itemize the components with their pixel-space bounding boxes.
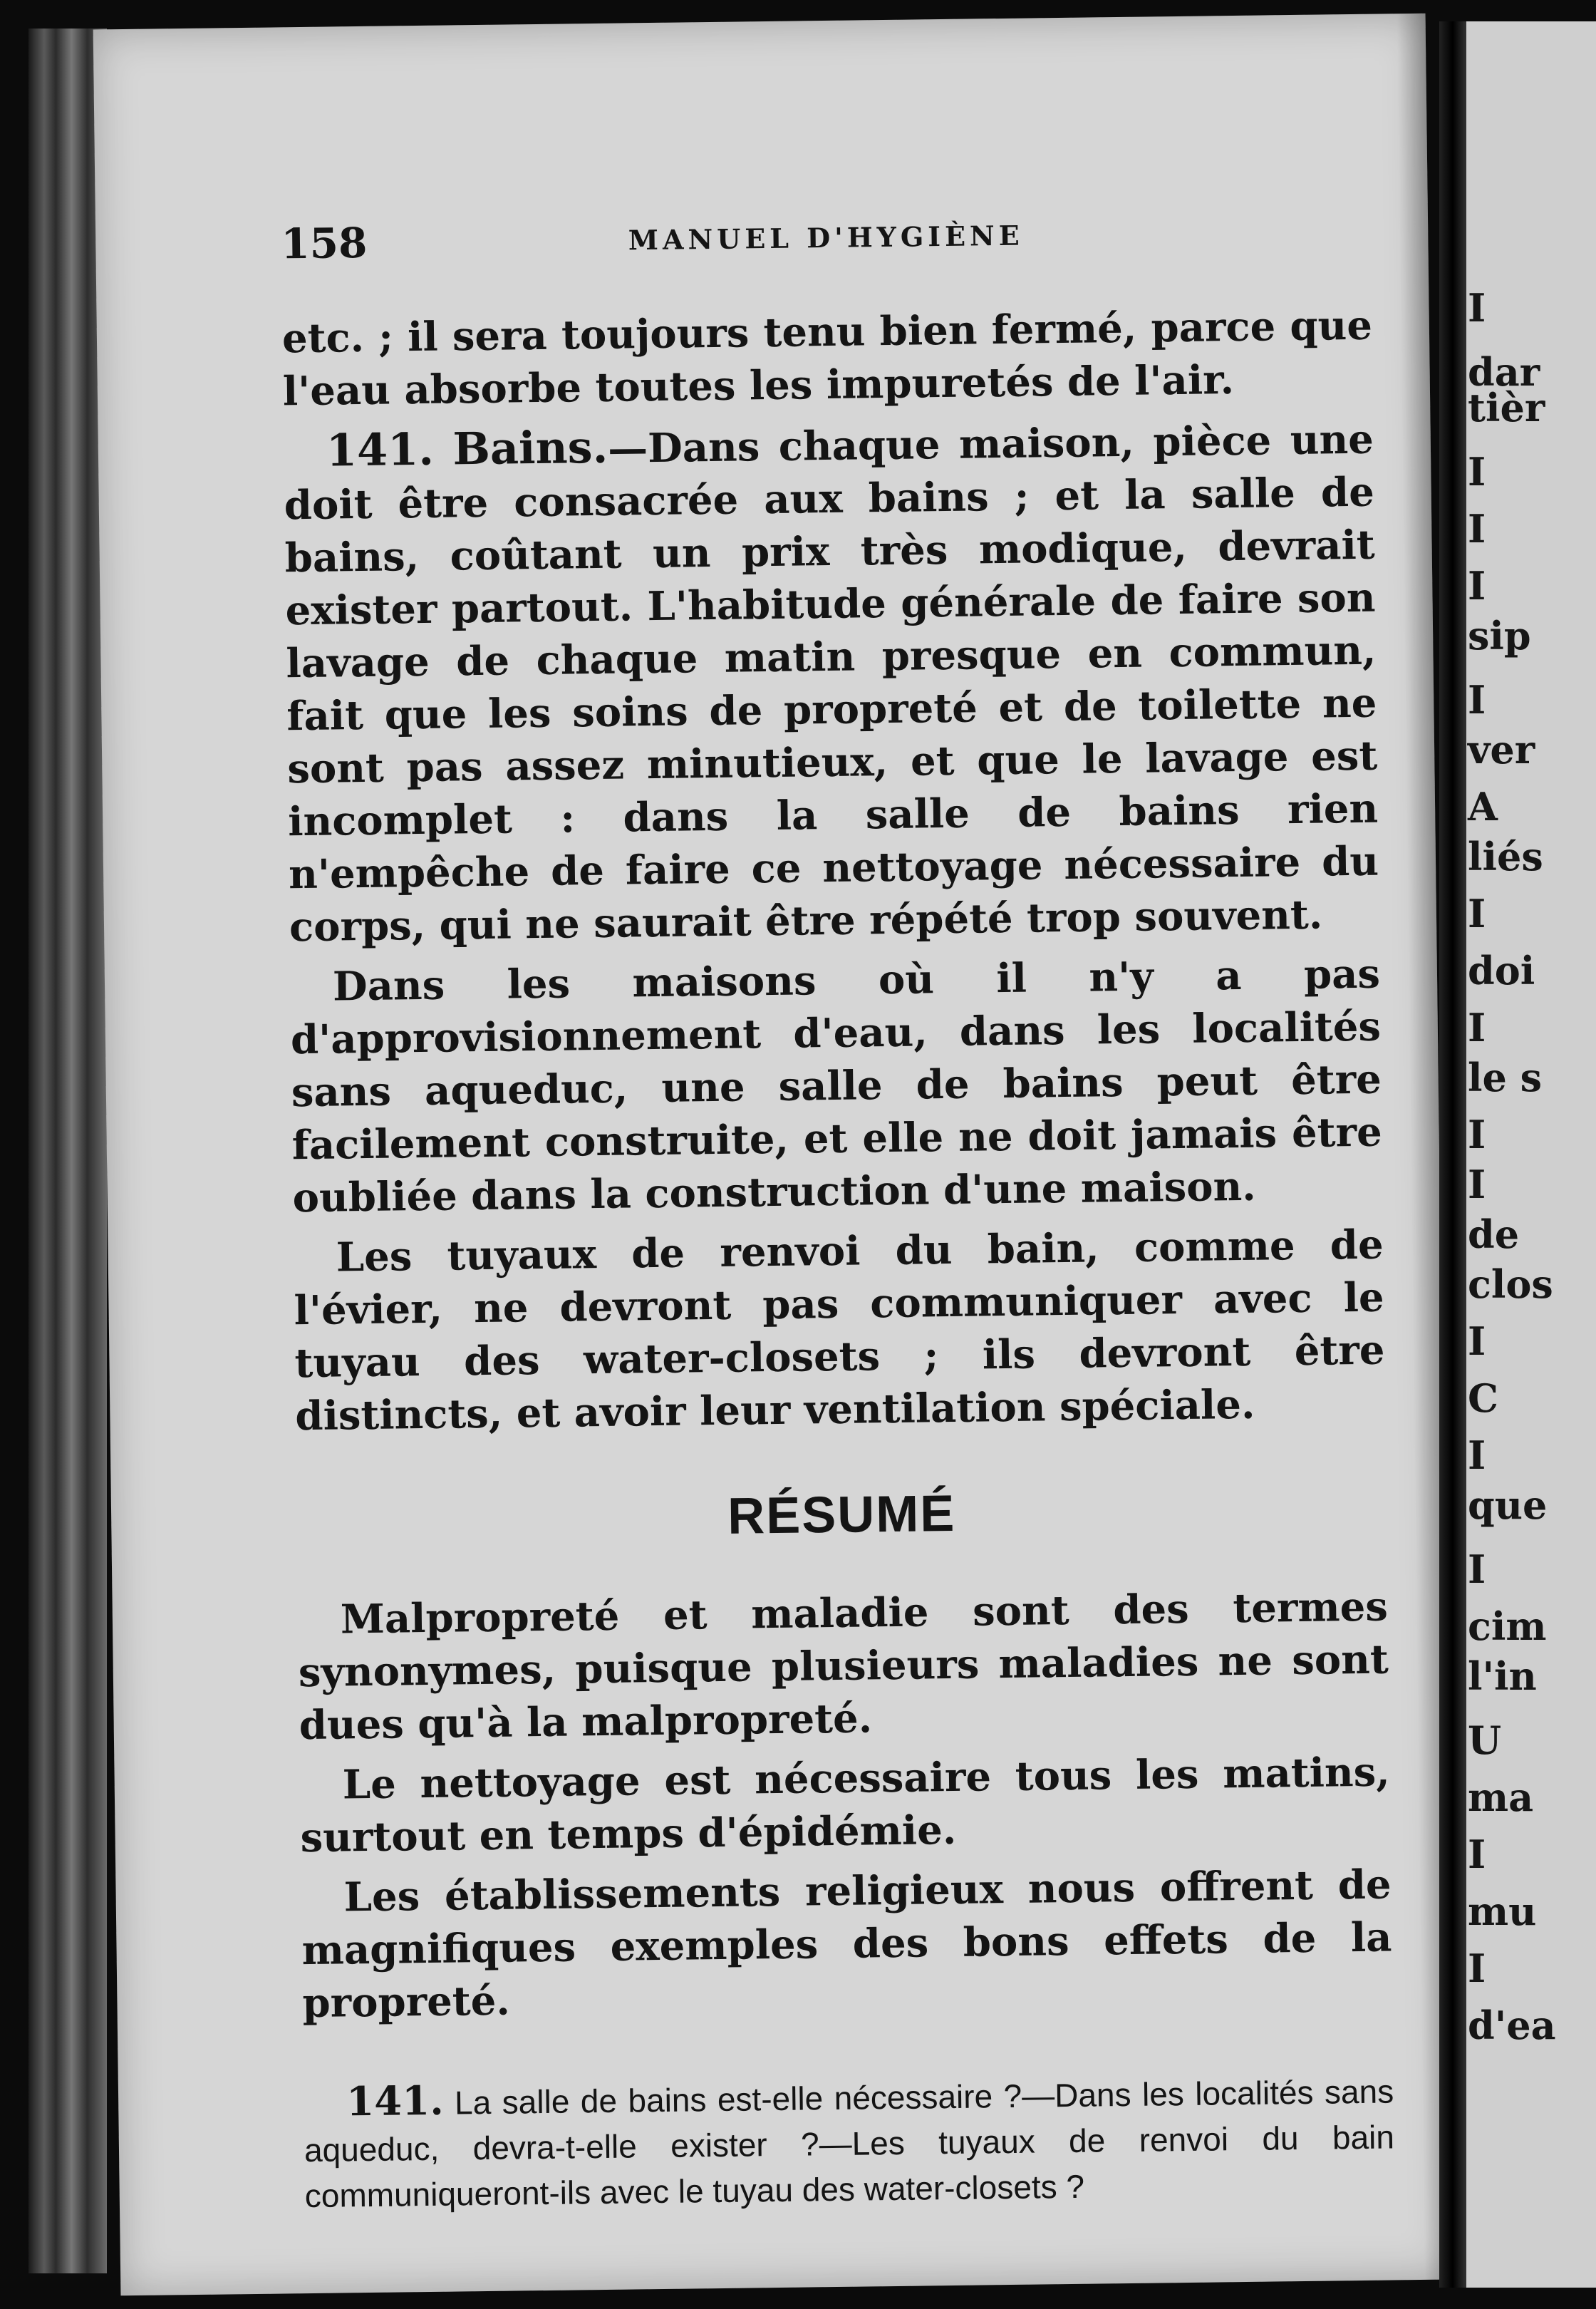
facing-page-line: I (1468, 449, 1486, 495)
facing-page-line: cim (1468, 1603, 1547, 1649)
question-number: 141. (346, 2077, 444, 2126)
facing-page-line: I (1468, 1546, 1486, 1592)
facing-page-line: I (1468, 506, 1486, 552)
facing-page-line: l'in (1468, 1653, 1537, 1699)
facing-page-line: d'ea (1468, 2003, 1556, 2048)
paragraph-approvisionnement: Dans les maisons où il n'y a pas d'approvisionnement d'eau, dans les localités sans aqueduc, une salle de bains peut être facilement construite, et elle ne doit jamais être oubliée dans la construction d'une maison. (290, 950, 1383, 1222)
facing-page-line: que (1468, 1482, 1548, 1528)
section-number: 141. (326, 423, 435, 477)
facing-page-line: U (1468, 1717, 1502, 1763)
book-spine (28, 29, 107, 2273)
facing-page-line: I (1468, 1432, 1486, 1478)
facing-page-fragment (1466, 21, 1596, 2288)
paragraph-section-141 (283, 412, 1379, 954)
facing-page-line: liés (1468, 834, 1543, 879)
book-page (93, 14, 1454, 2296)
facing-page-line: sip (1468, 613, 1531, 658)
paragraph-continuation: etc. ; il sera toujours tenu bien fermé, parce que l'eau absorbe toutes les impuretés de l'air. (281, 301, 1373, 415)
facing-page-line: A (1468, 784, 1498, 830)
running-title: MANUEL D'HYGIÈNE (628, 219, 1024, 257)
page-header (281, 207, 1372, 284)
facing-page-line: I (1468, 1946, 1486, 1991)
facing-page-line: de (1468, 1212, 1520, 1257)
section-title: Bains. (452, 420, 608, 475)
facing-page-line: I (1468, 1005, 1486, 1050)
facing-page-line: I (1468, 563, 1486, 609)
facing-page-line: I (1468, 285, 1486, 331)
facing-page-line: ma (1468, 1775, 1534, 1820)
facing-page-line: dar (1468, 349, 1540, 395)
paragraph-tuyaux: Les tuyaux de renvoi du bain, comme de l'évier, ne devront pas communiquer avec le tuyau des water-closets ; ils devront être distincts, et avoir leur ventilation spéciale. (294, 1221, 1385, 1440)
facing-page-line: I (1468, 1318, 1486, 1364)
resume-heading: RÉSUMÉ (727, 1484, 956, 1545)
review-questions (304, 2066, 1395, 2218)
page-content (281, 207, 1396, 2251)
facing-page-line: I (1468, 1832, 1486, 1877)
page-gutter (1439, 21, 1466, 2288)
facing-page-line: I (1468, 891, 1486, 936)
facing-page-line: I (1468, 677, 1486, 723)
resume-paragraph-1: Malpropreté et maladie sont des termes synonymes, puisque plusieurs maladies ne sont dues qu'à la malpropreté. (298, 1583, 1389, 1750)
facing-page-line: clos (1468, 1261, 1553, 1307)
facing-page-line: ver (1468, 727, 1535, 773)
resume-paragraph-2: Le nettoyage est nécessaire tous les matins, surtout en temps d'épidémie. (300, 1748, 1391, 1862)
facing-page-line: I (1468, 1162, 1486, 1207)
facing-page-line: I (1468, 1112, 1486, 1157)
facing-page-line: tièr (1468, 385, 1545, 430)
section-text: —Dans chaque maison, pièce une doit être consacrée aux bains ; et la salle de bains, coûtant un prix très modique, devrait exister partout. L'habitude générale de faire son lavage de chaque matin presque en commun, fait que les soins de propreté et de toilette ne sont pas assez minutieux, et que le lavage est incomplet : dans la salle de bains rien n'empêche de faire ce nettoyage nécessaire du corps, qui ne saurait être répété trop souvent. (284, 415, 1379, 951)
facing-page-line: C (1468, 1375, 1498, 1421)
facing-page-line: mu (1468, 1889, 1537, 1934)
page-number: 158 (280, 218, 368, 269)
facing-page-line: le s (1468, 1055, 1543, 1100)
question-text: La salle de bains est-elle nécessaire ?—Dans les localités sans aqueduc, devra-t-elle exister ?—Les tuyaux de renvoi du bain communiqueront-ils avec le tuyau des water-closets ? (304, 2072, 1395, 2215)
resume-paragraph-3: Les établissements religieux nous offrent de magnifiques exemples des bons effets de la propreté. (301, 1861, 1392, 2028)
facing-page-line: doi (1468, 948, 1535, 993)
